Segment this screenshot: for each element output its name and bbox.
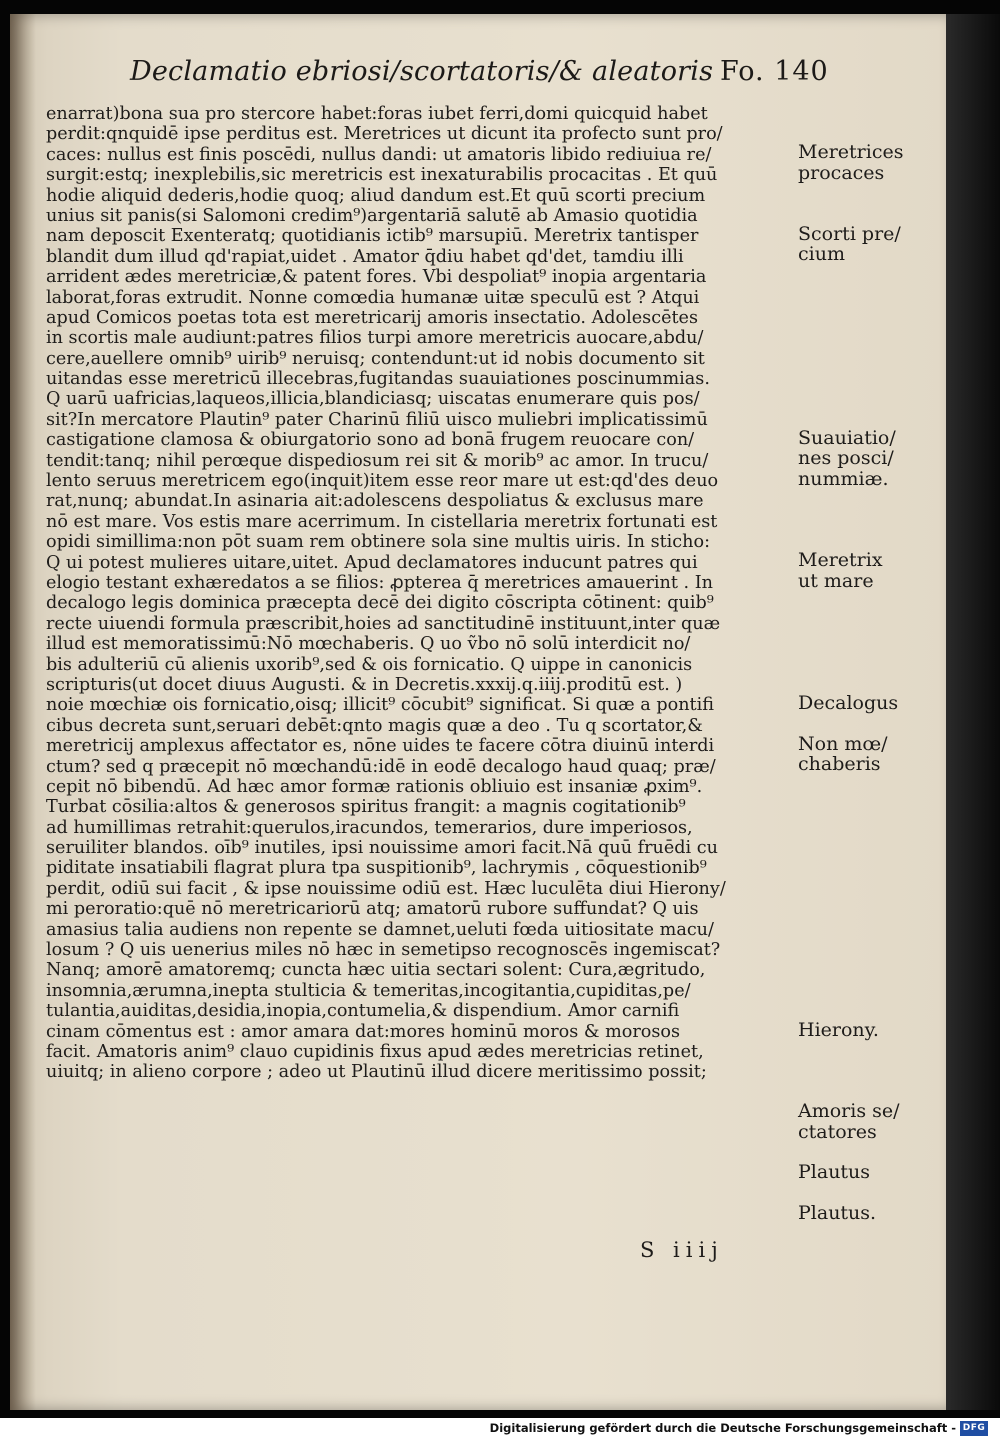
text-line: cinam cōmentus est : amor amara dat:mores hominū moros & morosos	[46, 1021, 681, 1042]
text-line: decalogo legis dominica præcepta decē dei digito cōscripta cōtinent: quib⁹	[46, 593, 714, 614]
dfg-logo-icon: DFG	[960, 1421, 988, 1436]
text-line: enarrat)bona sua pro stercore habet:foras iubet ferri,domi quicquid habet	[46, 104, 708, 124]
margin-note-line: nes posci/	[798, 447, 894, 470]
text-line: blandit dum illud qd'rapiat,uidet . Amator q̄diu habet qd'det, tamdiu illi	[46, 246, 684, 267]
margin-note-line: Scorti pre/	[798, 223, 901, 245]
text-line: seruiliter blandos. oīb⁹ inutiles, ipsi nouissime amori facit.Nā quū fruēdi cu	[46, 838, 718, 859]
text-line: Q uarū uafricias,laqueos,illicia,blandiciasq; uiscatas enumerare quis pos/	[46, 389, 700, 410]
text-line: hodie aliquid dederis,hodie quoq; aliud dandum est.Et quū scorti precium	[46, 185, 706, 206]
signature-mark: S iiij	[640, 1238, 724, 1262]
text-line: losum ? Q uis uenerius miles nō hæc in semetipso recognoscēs ingemiscat?	[46, 940, 721, 961]
text-line: arrident ædes meretriciæ,& patent fores. Vbi despoliat⁹ inopia argentaria	[46, 267, 707, 288]
margin-note-line: Plautus	[798, 1161, 871, 1184]
text-line: noie mœchiæ ois fornicatio,oisq; illicit⁹ cōcubit⁹ significat. Si quæ a pontifi	[46, 695, 714, 716]
marginal-notes	[798, 104, 938, 1264]
margin-note-line: Non mœ/	[798, 733, 888, 755]
margin-note-line: chaberis	[798, 753, 881, 776]
footer-credit: Digitalisierung gefördert durch die Deutsche Forschungsgemeinschaft -	[489, 1421, 956, 1435]
text-line: Q ui potest mulieres uitare,uitet. Apud declamatores inducunt patres qui	[46, 552, 698, 573]
page-header	[130, 56, 850, 96]
text-line: piditate insatiabili flagrat plura tpa suspitionib⁹, lachrymis , cōquestionib⁹	[46, 858, 707, 879]
text-line: nam deposcit Exenteratq; quotidianis ictib⁹ marsupiū. Meretrix tantisper	[46, 226, 699, 247]
margin-note-line: Meretrices	[798, 141, 904, 164]
page-gutter-shadow	[10, 14, 36, 1410]
text-line: rat,nunq; abundat.In asinaria ait:adolescens despoliatus & exclusus mare	[46, 491, 704, 512]
margin-note-line: Suauiatio/	[798, 427, 896, 449]
text-line: surgit:estq; inexplebilis,sic meretricis est inexaturabilis procacitas . Et quū	[46, 165, 718, 186]
text-line: perdit:qnquidē ipse perditus est. Meretrices ut dicunt ita profecto sunt pro/	[46, 124, 723, 145]
text-line: tendit:tanq; nihil perœque dispediosum rei sit & morib⁹ ac amor. In trucu/	[46, 450, 709, 471]
text-line: unius sit panis(si Salomoni credim⁹)argentariā salutē ab Amasio quotidia	[46, 205, 698, 226]
text-line: uiuitq; in alieno corpore ; adeo ut Plautinū illud dicere meritissimo possit;	[46, 1062, 707, 1083]
text-line: mi peroratio:quē nō meretricariorū atq; amatorū rubore suffundat? Q uis	[46, 899, 699, 920]
text-line: apud Comicos poetas tota est meretricarij amoris insectatio. Adolescētes	[46, 307, 698, 328]
main-text-block	[46, 104, 806, 1083]
text-line: ad humillimas retrahit:querulos,iracundos, temerarios, dure imperiosos,	[46, 817, 693, 838]
text-line: caces: nullus est finis poscēdi, nullus dandi: ut amatoris libido rediuiua re/	[46, 144, 712, 165]
text-line: uitandas esse meretricū illecebras,fugitandas suauiationes poscinummias.	[46, 369, 710, 390]
text-line: scripturis(ut docet diuus Augusti. & in Decretis.xxxij.q.iiij.proditū est. )	[46, 674, 683, 695]
text-line: opidi simillima:non pōt suam rem obtinere sola sine multis uiris. In sticho:	[46, 532, 711, 553]
text-line: cepit nō bibendū. Ad hæc amor formæ rationis obliuio est insaniæ ꝓxim⁹.	[46, 776, 703, 797]
running-title: Declamatio ebriosi/scortatoris/& aleatoris	[130, 56, 714, 87]
folio-number: Fo. 140	[720, 56, 829, 87]
page-edge	[946, 14, 1000, 1410]
margin-note-line: Meretrix	[798, 549, 883, 572]
text-line: elogio testant exhæredatos a se filios: ꝓpterea q̄ meretrices amauerint . In	[46, 572, 714, 593]
text-line: amasius talia audiens non repente se damnet,ueluti fœda uitiositate macu/	[46, 919, 714, 940]
margin-note-line: cium	[798, 243, 845, 266]
text-line: meretricij amplexus affectator es, nōne uides te facere cōtra diuinū interdi	[46, 736, 715, 757]
text-line: Turbat cōsilia:altos & generosos spiritus frangit: a magnis cogitationib⁹	[46, 797, 686, 818]
margin-note-line: Amoris se/	[798, 1100, 900, 1123]
text-line: perdit, odiū sui facit , & ipse nouissime odiū est. Hæc luculēta diui Hierony/	[46, 878, 726, 899]
text-line: recte uiuendi formula præscribit,hoies ad sanctitudinē instituunt,inter quæ	[46, 613, 721, 634]
text-line: laborat,foras extrudit. Nonne comœdia humanæ uitæ speculū est ? Atqui	[46, 287, 700, 308]
text-line: bis adulteriū cū alienis uxorib⁹,sed & ois fornicatio. Q uippe in canonicis	[46, 654, 693, 675]
text-line: sit?In mercatore Plautin⁹ pater Charinū filiū uisco muliebri implicatissimū	[46, 409, 708, 430]
margin-note-line: ctatores	[798, 1120, 877, 1143]
digitization-footer	[0, 1418, 1000, 1440]
text-line: in scortis male audiunt:patres filios turpi amore meretricis auocare,abdu/	[46, 328, 704, 349]
margin-note-line: Decalogus	[798, 692, 899, 715]
text-line: cere,auellere omnib⁹ uirib⁹ neruisq; contendunt:ut id nobis documento sit	[46, 348, 705, 369]
text-line: ctum? sed q præcepit nō mœchandū:idē in eodē decalogo haud quaq; præ/	[46, 756, 716, 777]
text-line: illud est memoratissimū:Nō mœchaberis. Q uo ṽbo nō solū interdicit no/	[46, 634, 691, 655]
text-line: lento seruus meretricem ego(inquit)item esse reor mare ut est:qd'des deuo	[46, 471, 719, 492]
margin-note-line: procaces	[798, 161, 885, 184]
text-line: castigatione clamosa & obiurgatorio sono ad bonā frugem reuocare con/	[46, 430, 695, 451]
margin-note-line: ut mare	[798, 569, 874, 592]
margin-note-line: Plautus.	[798, 1202, 877, 1225]
text-line: nō est mare. Vos estis mare acerrimum. In cistellaria meretrix fortunati est	[46, 511, 718, 532]
margin-note-line: nummiæ.	[798, 467, 889, 490]
text-line: Nanq; amorē amatoremq; cuncta hæc uitia sectari solent: Cura,ægritudo,	[46, 960, 706, 981]
text-line: insomnia,ærumna,inepta stulticia & temeritas,incogitantia,cupiditas,pe/	[46, 980, 691, 1001]
text-line: tulantia,auiditas,desidia,inopia,contumelia,& dispendium. Amor carnifi	[46, 1001, 680, 1022]
text-line: facit. Amatoris anim⁹ clauo cupidinis fixus apud ædes meretricias retinet,	[46, 1041, 704, 1062]
margin-note-line: Hierony.	[798, 1018, 879, 1041]
text-line: cibus decreta sunt,seruari debēt:qnto magis quæ a deo . Tu q scortator,&	[46, 715, 703, 736]
